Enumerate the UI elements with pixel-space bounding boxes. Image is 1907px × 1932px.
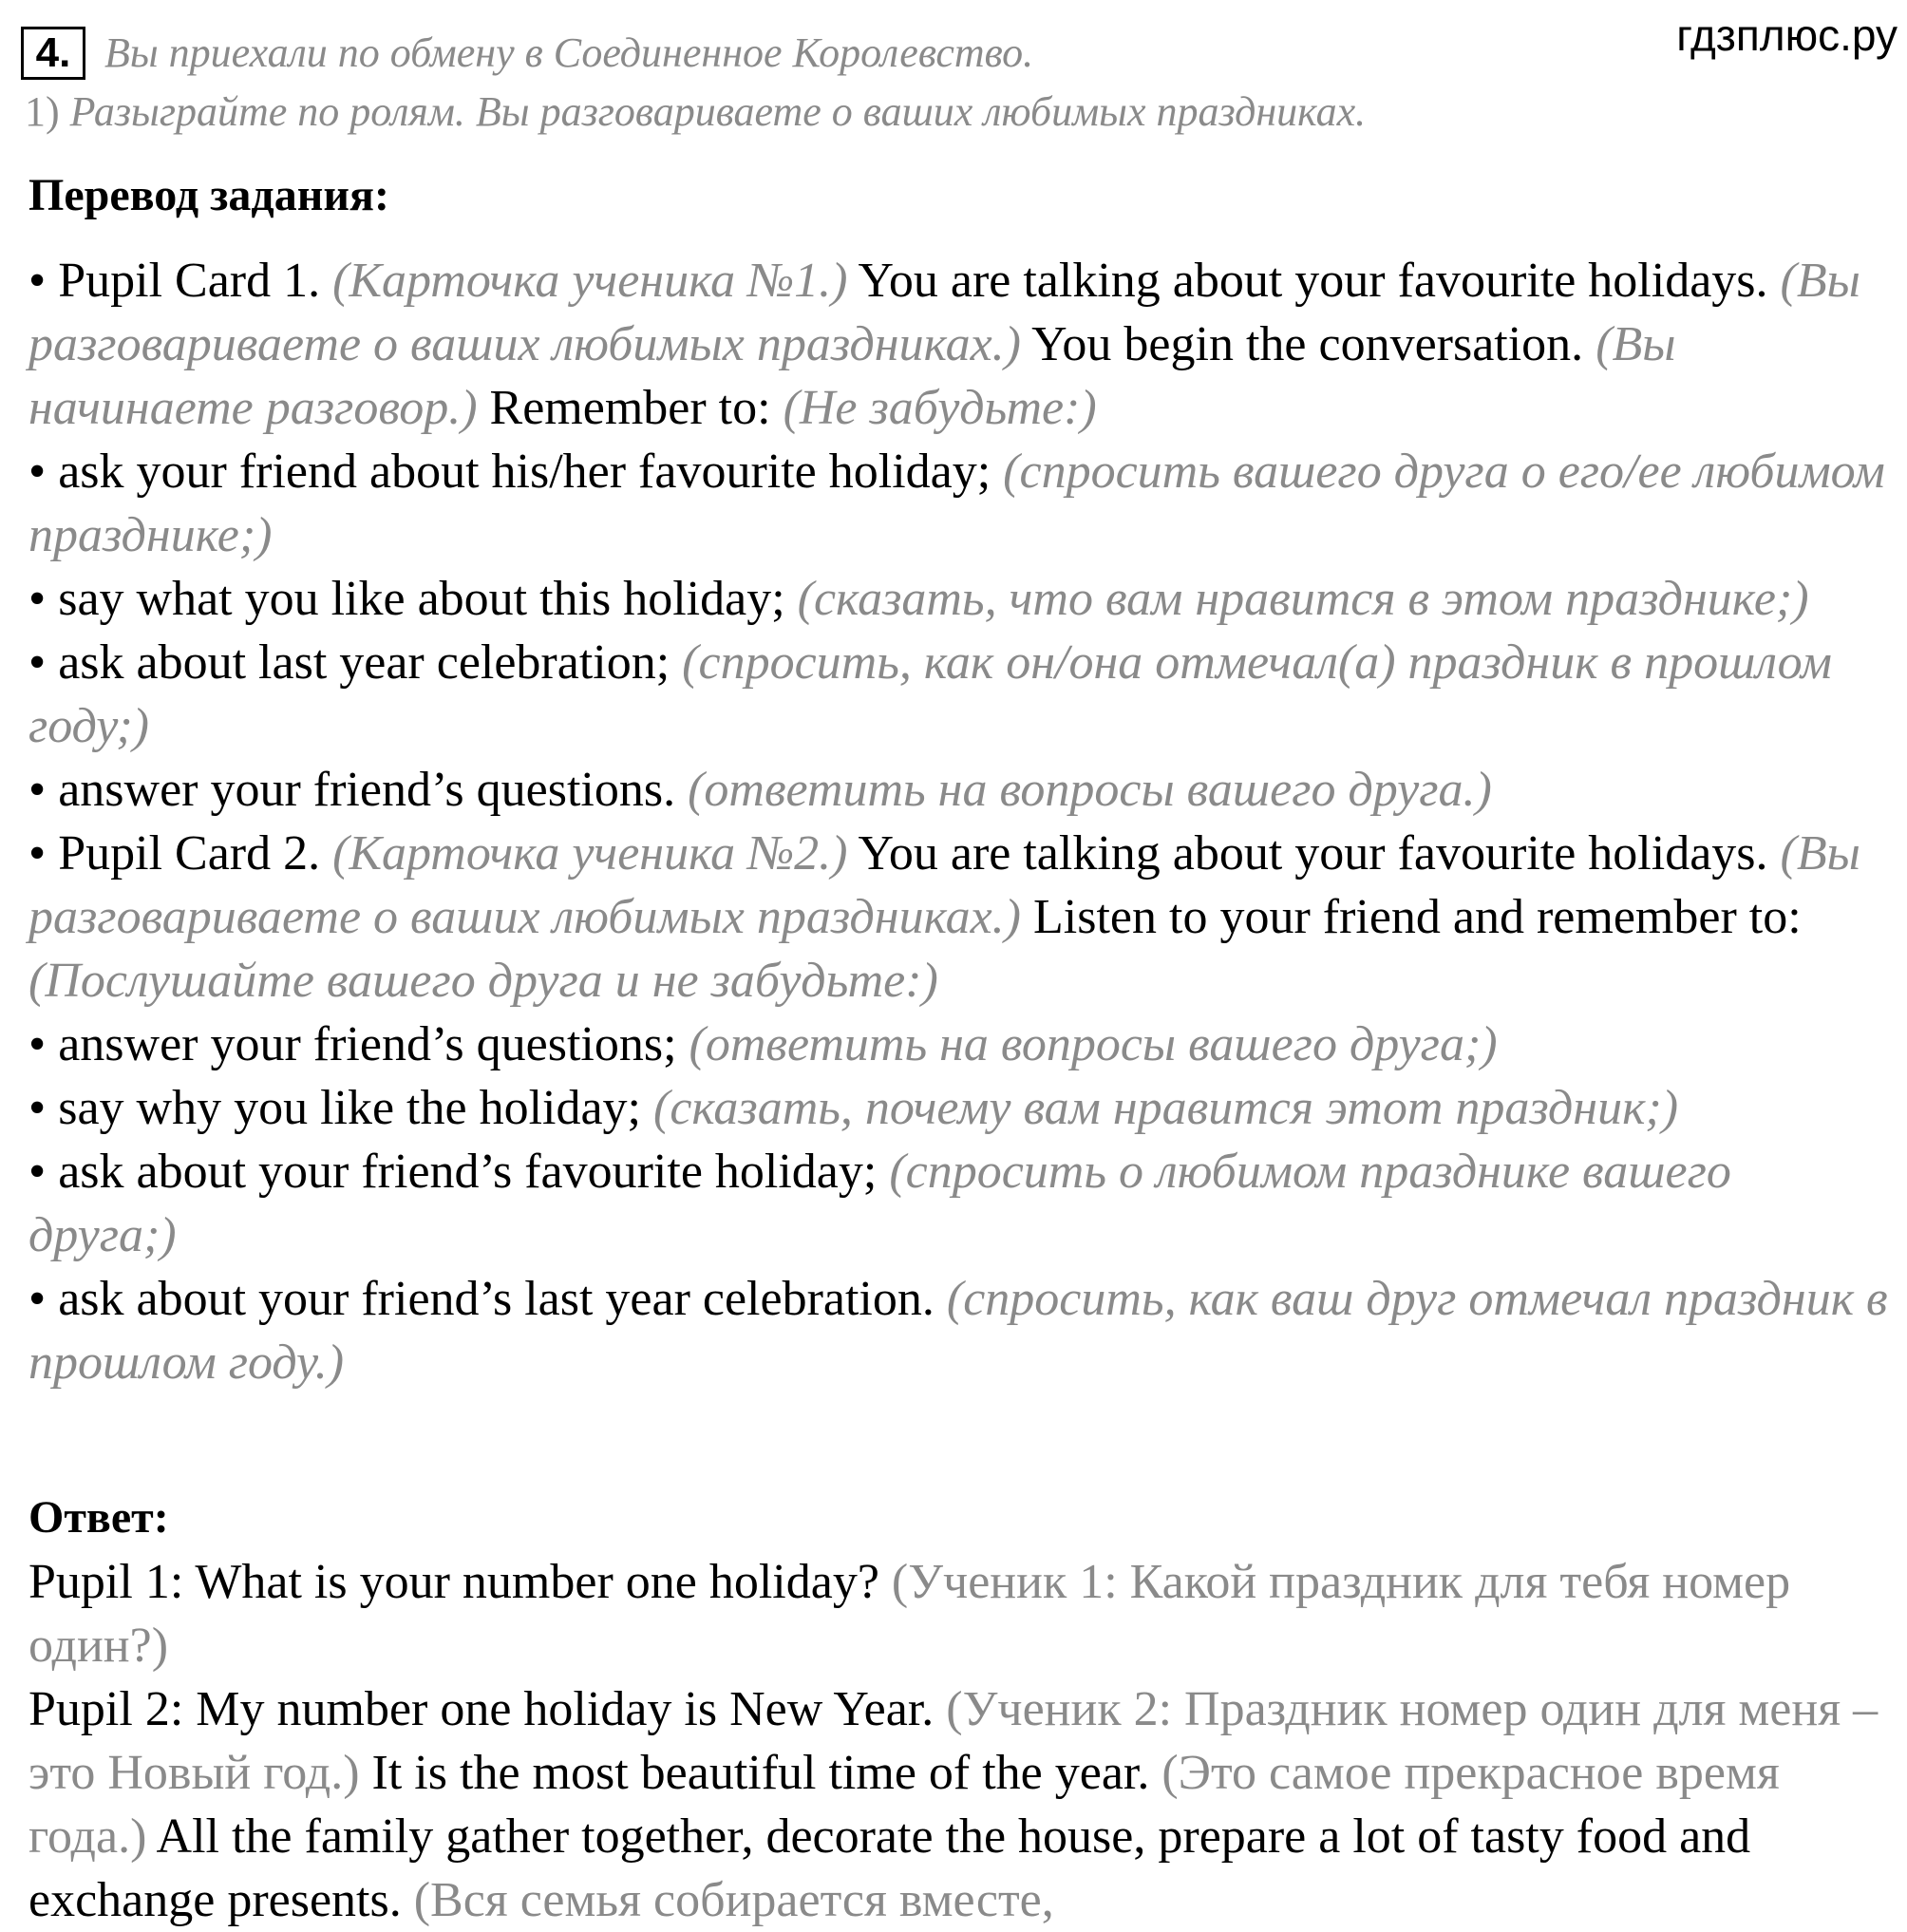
russian-translation: (ответить на вопросы вашего друга;) — [689, 1017, 1498, 1071]
english-text: Remember to: — [477, 381, 784, 435]
task-description: Вы приехали по обмену в Соединенное Королевство. — [104, 29, 1034, 76]
english-text: • answer your friend’s questions; — [28, 1017, 689, 1071]
english-text: • ask about your friend’s last year celebration. — [28, 1272, 947, 1326]
russian-translation: (Карточка ученика №1.) — [332, 254, 848, 308]
russian-translation: (Послушайте вашего друга и не забудьте:) — [28, 954, 938, 1008]
russian-translation: (Вы начинаете разговор.) — [28, 317, 1676, 435]
translation-paragraph — [28, 1076, 1890, 1140]
subtask-number: 1) — [25, 88, 60, 135]
english-text: • ask about last year celebration; — [28, 635, 683, 690]
translation-section — [28, 249, 1890, 1394]
english-text: You are talking about your favourite holidays. — [847, 826, 1781, 881]
russian-translation: (Ученик 1: Какой праздник для тебя номер один?) — [28, 1555, 1791, 1673]
english-text: It is the most beautiful time of the year. — [359, 1746, 1162, 1800]
translation-heading: Перевод задания: — [28, 170, 389, 220]
site-watermark: гдзплюс.ру — [1676, 10, 1898, 60]
answer-heading: Ответ: — [28, 1492, 169, 1543]
english-text: You are talking about your favourite holidays. — [847, 254, 1781, 308]
answer-paragraph — [28, 1677, 1890, 1932]
subtask-text: Разыграйте по ролям. Вы разговариваете о ваших любимых праздниках. — [69, 88, 1367, 135]
english-text: All the family gather together, decorate the house, prepare a lot of tasty food and exchange presents. — [28, 1809, 1751, 1927]
russian-translation: (сказать, почему вам нравится этот праздник;) — [653, 1081, 1679, 1135]
russian-translation: (Вся семья собирается вместе, — [413, 1873, 1054, 1927]
task-subtask — [25, 87, 1366, 136]
russian-translation: (спросить о любимом празднике вашего друга;) — [28, 1145, 1731, 1262]
english-text: Listen to your friend and remember to: — [1021, 890, 1802, 944]
english-text: • ask about your friend’s favourite holiday; — [28, 1145, 890, 1199]
russian-translation: (сказать, что вам нравится в этом празднике;) — [797, 572, 1809, 626]
russian-translation: (Вы разговариваете о ваших любимых праздниках.) — [28, 826, 1860, 944]
russian-translation: (Не забудьте:) — [783, 381, 1097, 435]
russian-translation: (Карточка ученика №2.) — [332, 826, 848, 881]
translation-paragraph — [28, 631, 1890, 758]
translation-paragraph — [28, 1013, 1890, 1076]
english-text: • answer your friend’s questions. — [28, 763, 689, 817]
english-text: You begin the conversation. — [1021, 317, 1596, 371]
task-number-box: 4. — [21, 27, 85, 80]
russian-translation: (спросить, как ваш друг отмечал праздник в прошлом году.) — [28, 1272, 1888, 1390]
translation-paragraph — [28, 758, 1890, 822]
english-text: Pupil 1: What is your number one holiday? — [28, 1555, 892, 1609]
english-text: Pupil 2: My number one holiday is New Year. — [28, 1682, 947, 1736]
translation-paragraph — [28, 822, 1890, 1013]
russian-translation: (Вы разговариваете о ваших любимых праздниках.) — [28, 254, 1860, 371]
translation-paragraph — [28, 249, 1890, 440]
english-text: • say what you like about this holiday; — [28, 572, 798, 626]
answer-paragraph — [28, 1550, 1890, 1677]
russian-translation: (Это самое прекрасное время года.) — [28, 1746, 1780, 1864]
russian-translation: (ответить на вопросы вашего друга.) — [688, 763, 1492, 817]
english-text: • say why you like the holiday; — [28, 1081, 653, 1135]
translation-paragraph — [28, 440, 1890, 567]
russian-translation: (Ученик 2: Праздник номер один для меня – это Новый год.) — [28, 1682, 1879, 1800]
translation-paragraph — [28, 1267, 1890, 1394]
english-text: • ask your friend about his/her favourite holiday; — [28, 445, 1004, 499]
translation-paragraph — [28, 1140, 1890, 1267]
russian-translation: (спросить, как он/она отмечал(а) праздник в прошлом году;) — [28, 635, 1832, 753]
english-text: • Pupil Card 2. — [28, 826, 333, 881]
translation-paragraph — [28, 567, 1890, 631]
answer-section — [28, 1550, 1890, 1932]
russian-translation: (спросить вашего друга о его/ее любимом празднике;) — [28, 445, 1885, 562]
english-text: • Pupil Card 1. — [28, 254, 333, 308]
